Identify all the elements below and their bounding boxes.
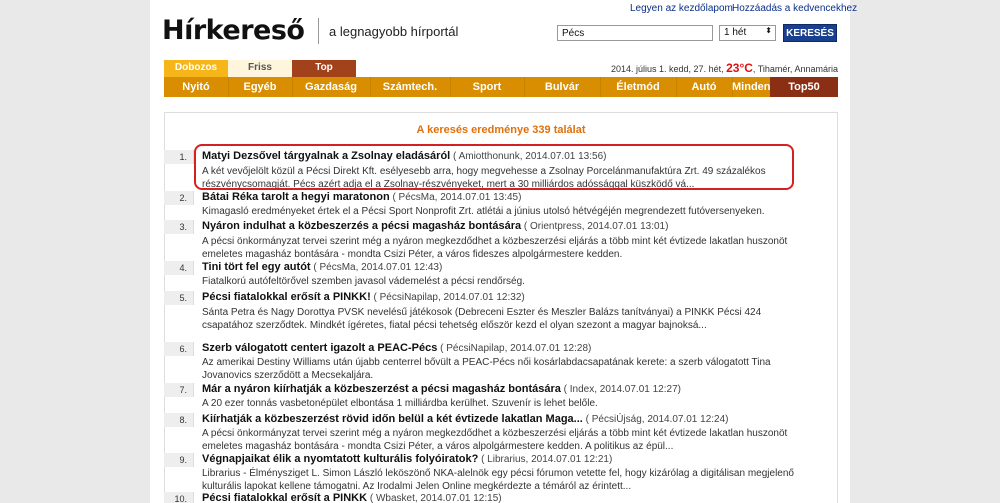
result-snippet: A 20 ezer tonnás vasbetonépület elbontása 1 milliárdba kerülhet. Szuvenír is lehet belőle. [202,398,598,409]
result-title-link[interactable]: Pécsi fiatalokkal erősít a PINKK [202,492,368,503]
result-number: 4. [164,261,194,275]
site-logo[interactable]: Hírkereső [162,15,305,46]
result-source: ( Wbasket, 2014.07.01 12:15) [367,493,502,503]
result-source: ( PécsiÚjság, 2014.07.01 12:24) [582,414,729,425]
result-source: ( PécsiNapilap, 2014.07.01 12:32) [370,292,525,303]
site-tagline: a legnagyobb hírportál [329,24,459,39]
tab-top[interactable]: Top [292,60,356,77]
result-title-link[interactable]: Kiírhatják a közbeszerzést rövid időn belül a két évtizede lakatlan Maga... [202,413,583,425]
result-number: 6. [164,342,194,356]
category-nav [164,77,838,97]
result-snippet: Kimagasló eredményeket értek el a Pécsi Sport Nonprofit Zrt. atlétái a június utolsó hétvégéjén megrendezett futóversenyeken. [202,206,765,217]
result-source: ( Amiotthonunk, 2014.07.01 13:56) [450,151,607,162]
result-snippet: A pécsi önkormányzat tervei szerint még a nyáron megkezdődhet a közbeszerzési eljárás a több mint két évtizede lakatlan huszonöt emeletes magasház bontására - mondta Csizi Péter, a város fideszes alpolgármestere kedden. [202,236,788,260]
result-snippet: A két vevőjelölt közül a Pécsi Direkt Kft. esélyesebb arra, hogy megvehesse a Zsolnay Porcelánmanufaktúra Zrt. 49 százalékos részvénycsomagját. Pécs azért adja el a Zsolnay-részvényeket, mert a 30 milliárdos adóssággal küszködő vá... [202,166,766,190]
result-title-link[interactable]: Nyáron indulhat a közbeszerzés a pécsi magasház bontására [202,220,522,232]
result-source: ( PécsiNapilap, 2014.07.01 12:28) [437,343,592,354]
result-source: ( PécsMa, 2014.07.01 12:43) [310,262,443,273]
category-gazdasag[interactable]: Gazdaság [305,81,357,93]
result-source: ( Librarius, 2014.07.01 12:21) [478,454,613,465]
category-top50[interactable]: Top50 [770,77,838,97]
result-number: 3. [164,220,194,234]
category-sport[interactable]: Sport [472,81,502,93]
result-number: 10. [164,492,194,503]
add-favorites-link[interactable]: Hozzáadás a kedvencekhez [732,3,858,14]
category-egyeb[interactable]: Egyéb [243,81,277,93]
result-snippet: Fiatalkorú autófeltörővel szemben javasol vádemelést a pécsi rendőrség. [202,276,525,287]
right-gutter [850,0,1000,503]
results-count-heading: A keresés eredménye 339 találat [416,124,586,136]
category-minden[interactable]: Minden [732,81,771,93]
result-snippet: Sánta Petra és Nagy Dorottya PVSK nevelésű játékosok (Debreceni Eszter és Meszler Balázs tanítványai) a PINKK Pécsi 424 csapatához szerződtek. Mindkét ígéretes, fiatal pécsi tehetség először kezd el olyan szezont a magyar bajnoksá... [202,307,762,331]
set-homepage-link[interactable]: Legyen az kezdőlapom [630,3,733,14]
result-title-link[interactable]: Matyi Dezsővel tárgyalnak a Zsolnay eladásáról [202,150,451,162]
current-date: 2014. július 1. kedd, 27. hét, [611,64,724,74]
result-number: 1. [164,150,194,164]
result-title-link[interactable]: Végnapjaikat élik a nyomtatott kulturális folyóiratok? [202,453,479,465]
search-button[interactable]: KERESÉS [783,24,837,42]
result-title-link[interactable]: Tini tört fel egy autót [202,261,311,273]
date-weather-line [611,61,838,75]
category-auto[interactable]: Autó [691,81,717,93]
left-gutter [0,0,150,503]
result-source: ( Index, 2014.07.01 12:27) [560,384,681,395]
result-source: ( PécsMa, 2014.07.01 13:45) [389,192,522,203]
result-number: 5. [164,291,194,305]
tab-friss[interactable]: Friss [228,60,292,77]
result-number: 2. [164,191,194,205]
select-arrows-icon: ⬍ [765,26,772,35]
temperature: 23°C [726,61,753,75]
result-snippet: Az amerikai Destiny Williams után újabb centerrel bővült a PEAC-Pécs női kosárlabdacsapatának kerete: a szerb válogatott Tina Jovanovics szerződött a Mecsekaljára. [202,357,771,381]
result-number: 7. [164,383,194,397]
category-bulvar[interactable]: Bulvár [544,81,580,93]
result-title-link[interactable]: Szerb válogatott centert igazolt a PEAC-Pécs [202,342,438,354]
result-snippet: A pécsi önkormányzat tervei szerint még a nyáron megkezdődhet a közbeszerzési eljárás a több mint két évtizede lakatlan huszonöt emeletes magasház bontására - mondta Csizi Péter, a város alpolgármestere kedden. A politikus az épül... [202,428,788,452]
tab-dobozos[interactable]: Dobozos [164,60,228,77]
result-source: ( Orientpress, 2014.07.01 13:01) [521,221,669,232]
result-number: 9. [164,453,194,467]
result-title-link[interactable]: Pécsi fiatalokkal erősít a PINKK! [202,291,371,303]
category-szamtech[interactable]: Számtech. [382,81,438,93]
logo-divider [318,18,319,44]
namedays: , Tihamér, Annamária [752,64,838,74]
result-snippet: Librarius - Élménysziget L. Simon László leköszönő NKA-alelnök egy pécsi fórumon vetette fel, hogy kizárólag a digitálisan megjelenő kulturális lapokat kellene támogatni. Az Irodalmi Jelen Online megkérdezte a témáról az érintett... [202,468,794,492]
result-title-link[interactable]: Már a nyáron kiírhatják a közbeszerzést a pécsi magasház bontására [202,383,561,395]
result-number: 8. [164,413,194,427]
highlight-annotation [194,144,794,190]
period-select[interactable] [719,25,776,41]
period-select-value: 1 hét [724,27,747,38]
category-eletmod[interactable]: Életmód [616,81,660,93]
category-nyito[interactable]: Nyitó [182,81,210,93]
search-input[interactable] [557,25,713,41]
result-title-link[interactable]: Bátai Réka tarolt a hegyi maratonon [202,191,390,203]
